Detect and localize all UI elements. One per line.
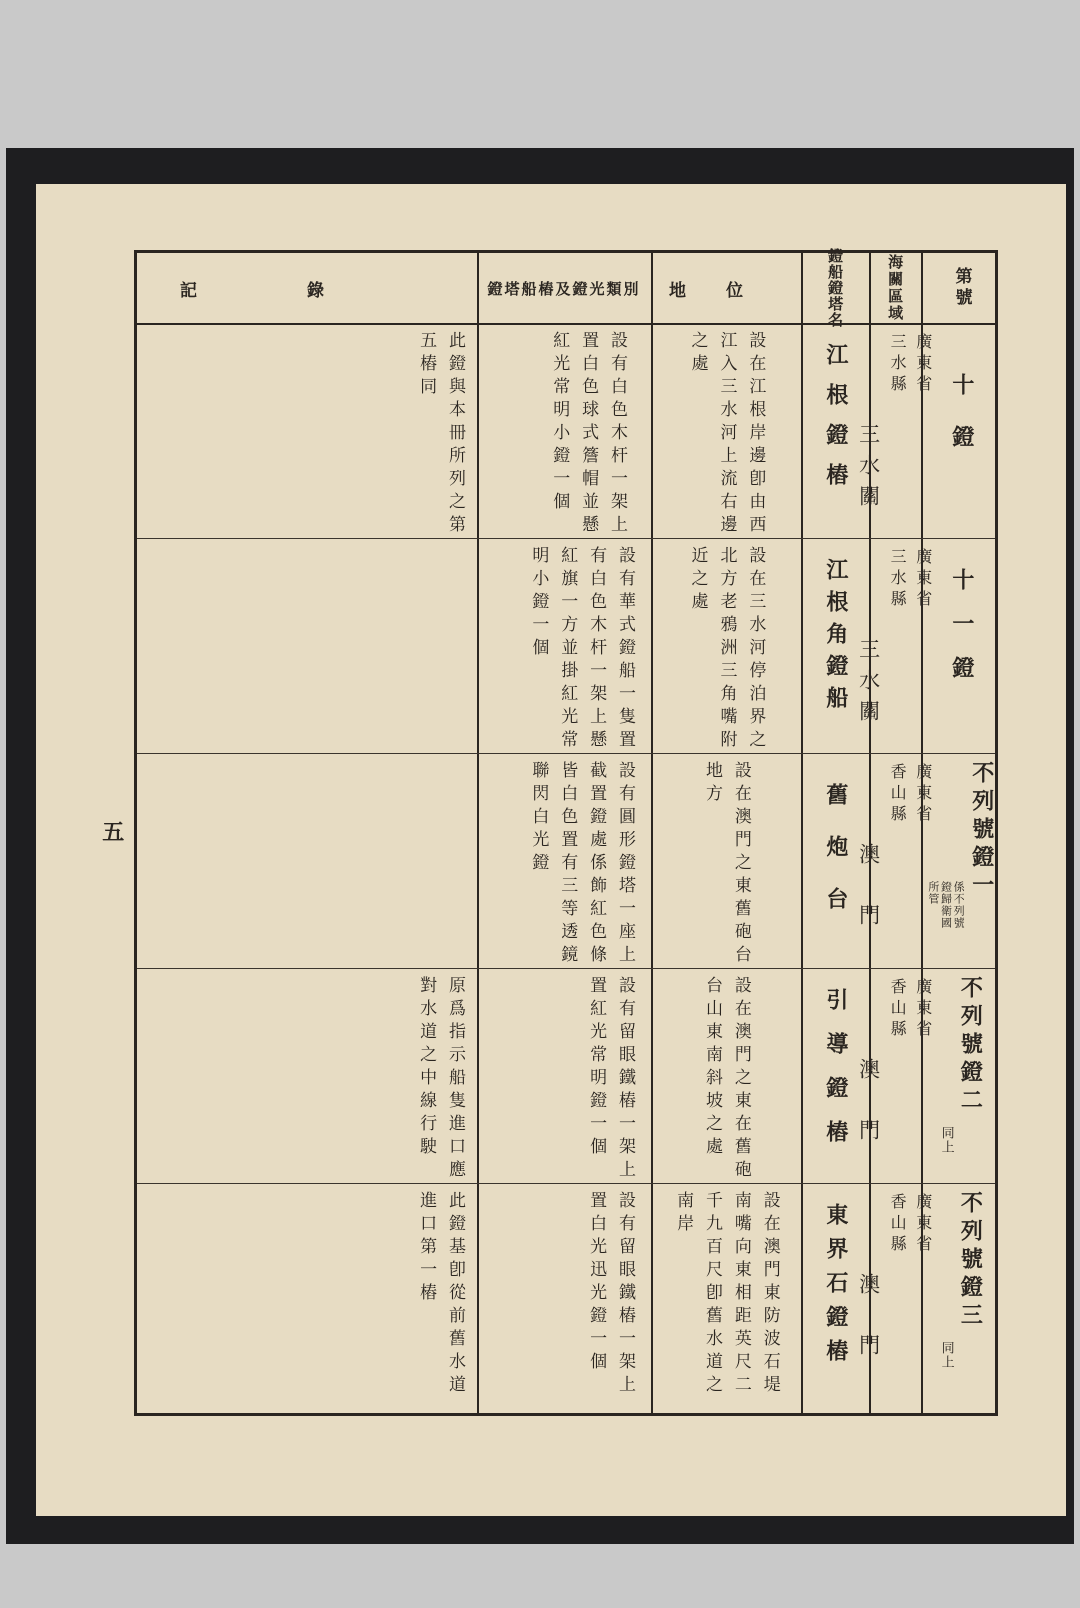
row-name: 舊炮台 xyxy=(822,783,849,939)
row-number-note: 同上 xyxy=(938,1126,954,1154)
page-number: 五 xyxy=(98,820,125,842)
row-light: 設有留眼鐵樁一架上 置紅光常明鐙一個 xyxy=(586,976,635,1183)
row-remarks: 此鐙基卽從前舊水道 進口第一樁 xyxy=(416,1191,465,1398)
header-number: 第號 xyxy=(951,267,972,309)
header-remarks: 記錄 xyxy=(180,280,434,301)
row-region-customs: 三水關 xyxy=(856,638,881,731)
row-location: 設在澳門東防波石堤 南嘴向東相距英尺二 千九百尺卽舊水道之 南岸 xyxy=(673,1191,780,1398)
row-light: 設有留眼鐵樁一架上 置白光迅光鐙一個 xyxy=(586,1191,635,1398)
row-region-province: 廣東省 三水縣 xyxy=(888,548,933,611)
row-number: 不列號鐙一 xyxy=(968,761,995,901)
row-remarks: 原爲指示船隻進口應 對水道之中線行駛 xyxy=(416,976,465,1183)
header-name: 鐙船鐙塔名 xyxy=(826,248,845,328)
row-light: 設有白色木杆一架上 置白色球式簷帽並懸 紅光常明小鐙一個 xyxy=(549,331,627,538)
row-region-customs: 澳門 xyxy=(856,843,881,965)
row-light: 設有圓形鐙塔一座上 截置鐙處係飾紅色條 皆白色置有三等透鏡 聯閃白光鐙 xyxy=(528,761,635,968)
row-remarks: 此鐙與本冊所列之第 五樁同 xyxy=(416,331,465,538)
row-region-province: 廣東省 香山縣 xyxy=(888,763,933,826)
row-region-customs: 澳門 xyxy=(856,1058,881,1180)
lighthouse-table xyxy=(134,250,998,1416)
header-location: 地位 xyxy=(669,280,783,301)
row-region-province: 廣東省 香山縣 xyxy=(888,1193,933,1256)
row-number-note: 同上 xyxy=(938,1341,954,1369)
row-location: 設在澳門之東在舊砲 台山東南斜坡之處 xyxy=(702,976,751,1183)
row-number: 十一鐙 xyxy=(948,568,975,700)
row-name: 江根鐙樁 xyxy=(822,343,849,503)
header-region: 海關區域 xyxy=(886,254,905,322)
header-light-type: 鐙塔船樁及鐙光類別 xyxy=(487,279,641,298)
row-region-customs: 三水關 xyxy=(856,423,881,516)
row-region-customs: 澳門 xyxy=(856,1273,881,1395)
row-location: 設在三水河停泊界之 北方老鴉洲三角嘴附 近之處 xyxy=(687,546,766,753)
row-region-province: 廣東省 三水縣 xyxy=(888,333,933,396)
row-number-note: 係不列號 鐙歸衛國 所管 xyxy=(926,881,966,929)
row-name: 引導鐙樁 xyxy=(822,988,849,1164)
row-region-province: 廣東省 香山縣 xyxy=(888,978,933,1041)
row-number: 十鐙 xyxy=(948,373,975,477)
row-light: 設有華式鐙船一隻置 有白色木杆一架上懸 紅旗一方並掛紅光常 明小鐙一個 xyxy=(528,546,635,753)
row-number: 不列號鐙二 xyxy=(957,976,984,1116)
row-name: 東界石鐙樁 xyxy=(822,1203,849,1373)
row-name: 江根角鐙船 xyxy=(822,558,849,718)
row-number: 不列號鐙三 xyxy=(957,1191,984,1331)
row-location: 設在江根岸邊卽由西 江入三水河上流右邊 之處 xyxy=(687,331,766,538)
row-location: 設在澳門之東舊砲台 地方 xyxy=(702,761,751,968)
